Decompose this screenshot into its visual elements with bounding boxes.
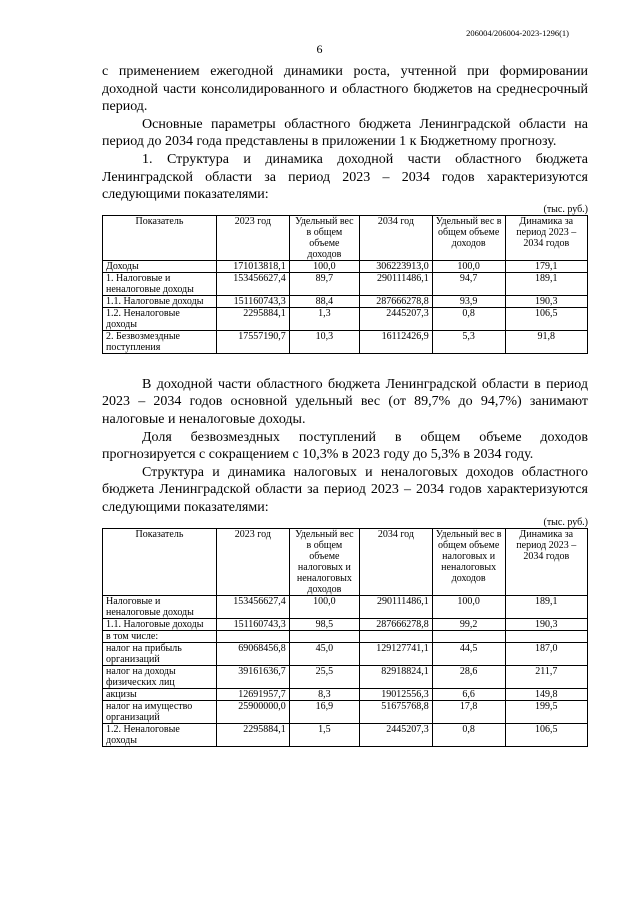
paragraph: Доля безвозмездных поступлений в общем объеме доходов прогнозируется с сокращением с 10,3% в 2023 году до 5,3% в 2034 году.	[102, 429, 588, 463]
table-cell: 2445207,3	[360, 307, 433, 330]
table-cell	[216, 630, 289, 642]
table-cell: 17557190,7	[216, 330, 289, 353]
table-cell: 190,3	[505, 618, 587, 630]
table-cell: 151160743,3	[216, 618, 289, 630]
table-cell: 1.2. Неналоговые доходы	[103, 307, 217, 330]
table-cell: 1. Налоговые и неналоговые доходы	[103, 272, 217, 295]
table-cell: 100,0	[289, 260, 359, 272]
table-cell: 17,8	[432, 700, 505, 723]
table-cell: 287666278,8	[360, 618, 433, 630]
table-cell: 44,5	[432, 642, 505, 665]
table-cell: Налоговые и неналоговые доходы	[103, 595, 217, 618]
table-cell: 171013818,1	[216, 260, 289, 272]
table-row	[103, 260, 588, 272]
table-cell: 290111486,1	[360, 595, 433, 618]
table-cell: 98,5	[289, 618, 359, 630]
table-cell: 91,8	[505, 330, 587, 353]
table-cell: 39161636,7	[216, 665, 289, 688]
table-cell: 1.1. Налоговые доходы	[103, 618, 217, 630]
table-row	[103, 665, 588, 688]
table-cell: 153456627,4	[216, 595, 289, 618]
table-row	[103, 307, 588, 330]
table-cell: 189,1	[505, 272, 587, 295]
table-cell: 1,5	[289, 723, 359, 746]
table-cell: 100,0	[432, 595, 505, 618]
table-cell: 16,9	[289, 700, 359, 723]
table-cell	[432, 630, 505, 642]
table-row	[103, 295, 588, 307]
table-cell: 0,8	[432, 723, 505, 746]
table-cell: 100,0	[432, 260, 505, 272]
table-cell: 10,3	[289, 330, 359, 353]
table-cell: 149,8	[505, 688, 587, 700]
table-cell: 99,2	[432, 618, 505, 630]
paragraph: 1. Структура и динамика доходной части областного бюджета Ленинградской области за период 2023 – 2034 годов характеризуются следующими показателями:	[102, 151, 588, 203]
column-header: Динамика за период 2023 – 2034 годов	[505, 528, 587, 595]
column-header: Динамика за период 2023 – 2034 годов	[505, 215, 587, 260]
table-cell: 151160743,3	[216, 295, 289, 307]
table-cell: 12691957,7	[216, 688, 289, 700]
document-id: 206004/206004-2023-1296(1)	[466, 28, 569, 38]
table-cell: 199,5	[505, 700, 587, 723]
table-cell: 0,8	[432, 307, 505, 330]
table-cell: 1.1. Налоговые доходы	[103, 295, 217, 307]
column-header: 2034 год	[360, 528, 433, 595]
table-cell: 5,3	[432, 330, 505, 353]
paragraph: Основные параметры областного бюджета Ленинградской области на период до 2034 года представлены в приложении 1 к Бюджетному прогнозу.	[102, 116, 588, 150]
table-cell: налог на имущество организаций	[103, 700, 217, 723]
table-cell: 82918824,1	[360, 665, 433, 688]
column-header: Удельный вес в общем объеме доходов	[432, 215, 505, 260]
paragraph: с применением ежегодной динамики роста, учтенной при формировании доходной части консолидированного и областного бюджетов на среднесрочный период.	[102, 64, 588, 115]
table-cell	[360, 630, 433, 642]
table-unit: (тыс. руб.)	[543, 203, 588, 215]
table-cell: 179,1	[505, 260, 587, 272]
table-cell: 25900000,0	[216, 700, 289, 723]
table-row	[103, 700, 588, 723]
table-cell: 211,7	[505, 665, 587, 688]
table-cell: 51675768,8	[360, 700, 433, 723]
table-row	[103, 723, 588, 746]
table-cell: 2. Безвозмездные поступления	[103, 330, 217, 353]
column-header: Показатель	[103, 215, 217, 260]
table-cell: 69068456,8	[216, 642, 289, 665]
table-row	[103, 272, 588, 295]
table-cell: 153456627,4	[216, 272, 289, 295]
table-cell: 106,5	[505, 307, 587, 330]
table-row	[103, 688, 588, 700]
table-row	[103, 595, 588, 618]
column-header: Удельный вес в общем объеме налоговых и неналоговых доходов	[289, 528, 359, 595]
page-content	[102, 63, 588, 747]
paragraph: В доходной части областного бюджета Ленинградской области в период 2023 – 2034 годов основной удельный вес (от 89,7% до 94,7%) занимают налоговые и неналоговые доходы.	[102, 376, 588, 427]
revenue-structure-table	[102, 215, 588, 354]
table-cell: 190,3	[505, 295, 587, 307]
table-cell: 2295884,1	[216, 723, 289, 746]
column-header: Показатель	[103, 528, 217, 595]
table-row	[103, 630, 588, 642]
column-header: 2023 год	[216, 528, 289, 595]
table-row	[103, 330, 588, 353]
table-cell: 16112426,9	[360, 330, 433, 353]
table-cell: 287666278,8	[360, 295, 433, 307]
table-cell: 129127741,1	[360, 642, 433, 665]
table-cell: Доходы	[103, 260, 217, 272]
table-cell	[505, 630, 587, 642]
table-cell: 1.2. Неналоговые доходы	[103, 723, 217, 746]
table-cell: 94,7	[432, 272, 505, 295]
table-cell: 1,3	[289, 307, 359, 330]
table-cell: в том числе:	[103, 630, 217, 642]
column-header: Удельный вес в общем объеме доходов	[289, 215, 359, 260]
table-cell: 306223913,0	[360, 260, 433, 272]
tax-revenue-table	[102, 528, 588, 747]
column-header: Удельный вес в общем объеме налоговых и неналоговых доходов	[432, 528, 505, 595]
table-cell: 2295884,1	[216, 307, 289, 330]
table-cell: 290111486,1	[360, 272, 433, 295]
table-cell: акцизы	[103, 688, 217, 700]
table-cell: 8,3	[289, 688, 359, 700]
table-cell: 100,0	[289, 595, 359, 618]
table-cell: 45,0	[289, 642, 359, 665]
paragraph: Структура и динамика налоговых и неналоговых доходов областного бюджета Ленинградской области за период 2023 – 2034 годов характеризуются следующими показателями:	[102, 464, 588, 515]
table-cell: 89,7	[289, 272, 359, 295]
table-cell: 6,6	[432, 688, 505, 700]
table-row	[103, 642, 588, 665]
table-cell: 19012556,3	[360, 688, 433, 700]
table-cell: налог на доходы физических лиц	[103, 665, 217, 688]
column-header: 2023 год	[216, 215, 289, 260]
page-number: 6	[316, 42, 323, 56]
table-cell: 106,5	[505, 723, 587, 746]
table-cell: 93,9	[432, 295, 505, 307]
table-cell: 189,1	[505, 595, 587, 618]
table-cell: 88,4	[289, 295, 359, 307]
column-header: 2034 год	[360, 215, 433, 260]
table-cell: 25,5	[289, 665, 359, 688]
table-row	[103, 618, 588, 630]
table-header-row	[103, 215, 588, 260]
table-header-row	[103, 528, 588, 595]
table-cell: 28,6	[432, 665, 505, 688]
table-unit: (тыс. руб.)	[543, 516, 588, 528]
table-cell: 2445207,3	[360, 723, 433, 746]
table-cell: налог на прибыль организаций	[103, 642, 217, 665]
table-cell: 187,0	[505, 642, 587, 665]
table-cell	[289, 630, 359, 642]
